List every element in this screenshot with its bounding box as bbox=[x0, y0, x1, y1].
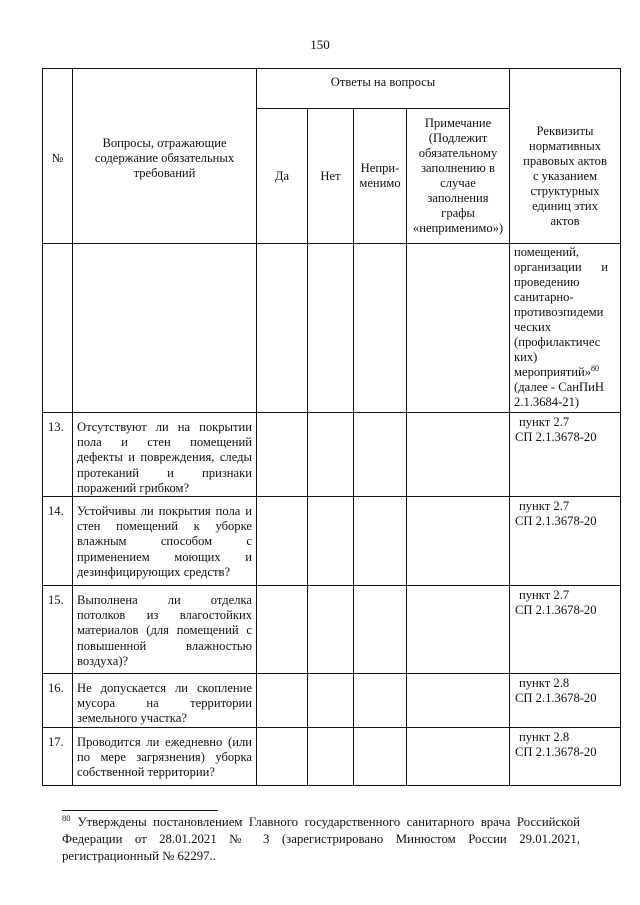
header-no: Нет bbox=[320, 168, 341, 183]
row-number-cell bbox=[43, 413, 73, 497]
question-cell bbox=[73, 413, 257, 497]
row-number-cell bbox=[43, 728, 73, 786]
question-line: дезинфицирующих средств? bbox=[77, 564, 231, 579]
note-cell bbox=[407, 674, 510, 728]
requisites-line: СП 2.1.3678-20 bbox=[515, 691, 597, 706]
requisites-line: СП 2.1.3678-20 bbox=[515, 514, 597, 529]
header-note-line: графы bbox=[441, 206, 475, 220]
answer-no-cell bbox=[308, 244, 354, 413]
question-cell bbox=[73, 497, 257, 586]
requisites-cell bbox=[510, 728, 621, 786]
row-number-cell bbox=[43, 674, 73, 728]
footnote-line bbox=[62, 814, 580, 831]
row-number: 17. bbox=[48, 735, 64, 750]
header-requisites-line: структурных bbox=[530, 183, 600, 198]
header-requisites-line: с указанием bbox=[532, 168, 598, 183]
question-line: мусора на территории bbox=[77, 696, 252, 711]
header-note-line: обязательному bbox=[418, 146, 498, 160]
table-row bbox=[43, 728, 621, 786]
requisites-line: помещений, bbox=[514, 245, 580, 259]
answer-no-cell bbox=[308, 497, 354, 586]
requisites-cell bbox=[510, 497, 621, 586]
requisites-line: ческих bbox=[514, 320, 551, 334]
question-line: Проводится ли ежедневно (или bbox=[77, 735, 252, 750]
requisites-cell bbox=[510, 244, 621, 413]
note-cell bbox=[407, 728, 510, 786]
requisites-line: 2.1.3684-21) bbox=[514, 395, 580, 409]
requisites-line: организации и bbox=[514, 260, 609, 274]
table-row bbox=[43, 413, 621, 497]
row-number-cell bbox=[43, 497, 73, 586]
answer-no-cell bbox=[308, 674, 354, 728]
header-answers-cell bbox=[257, 69, 510, 109]
requisites-line: пункт 2.7 bbox=[519, 588, 570, 603]
requisites-line: санитарно- bbox=[514, 290, 574, 304]
header-questions-line: требований bbox=[133, 166, 196, 180]
question-line: дефекты и повреждения, следы bbox=[77, 450, 252, 465]
header-questions-line: Вопросы, отражающие bbox=[102, 136, 227, 150]
header-answers: Ответы на вопросы bbox=[330, 75, 436, 89]
question-line: поражений грибком? bbox=[77, 480, 190, 495]
header-not-applicable-line: Непри- bbox=[360, 161, 400, 175]
requisites-cell bbox=[510, 586, 621, 674]
requisites-line-with-ref bbox=[514, 365, 608, 380]
question-line: протеканий и признаки bbox=[77, 465, 252, 480]
row-number-cell bbox=[43, 586, 73, 674]
question-line: Не допускается ли скопление bbox=[77, 681, 252, 696]
note-cell bbox=[407, 244, 510, 413]
row-number: 16. bbox=[48, 681, 64, 696]
question-line: материалов (для помещений с bbox=[77, 623, 252, 638]
row-number: 14. bbox=[48, 504, 64, 519]
answer-not-applicable-cell bbox=[354, 674, 407, 728]
header-number: № bbox=[51, 151, 64, 165]
footnote-line: регистрационный № 62297.. bbox=[62, 849, 216, 863]
note-cell bbox=[407, 497, 510, 586]
requisites-line: ких) bbox=[514, 350, 538, 364]
answer-yes-cell bbox=[257, 586, 308, 674]
footnote-line: Федерации от 28.01.2021 № 3 (зарегистрировано Минюстом России 29.01.2021, bbox=[62, 832, 580, 846]
header-note-line: случае bbox=[440, 176, 476, 190]
answer-no-cell bbox=[308, 586, 354, 674]
answer-not-applicable-cell bbox=[354, 586, 407, 674]
answer-not-applicable-cell bbox=[354, 497, 407, 586]
question-line: стен помещений к уборке bbox=[77, 519, 252, 534]
table-row-continued bbox=[43, 244, 621, 413]
requisites-line: мероприятий» bbox=[514, 365, 592, 379]
requisites-line: пункт 2.7 bbox=[519, 499, 570, 514]
answer-yes-cell bbox=[257, 674, 308, 728]
header-yes: Да bbox=[274, 168, 290, 183]
requisites-line: проведению bbox=[514, 275, 580, 289]
header-note-line: заполнения bbox=[427, 191, 489, 205]
question-line: Выполнена ли отделка bbox=[77, 593, 252, 608]
question-line: собственной территории? bbox=[77, 765, 215, 780]
row-number: 15. bbox=[48, 593, 64, 608]
question-cell bbox=[73, 674, 257, 728]
question-cell bbox=[73, 586, 257, 674]
requisites-cell bbox=[510, 413, 621, 497]
table-row bbox=[43, 497, 621, 586]
header-requisites-line: Реквизиты bbox=[536, 123, 594, 138]
header-requisites-cell bbox=[510, 69, 621, 244]
question-line: Отсутствуют ли на покрытии bbox=[77, 420, 252, 434]
question-line: пола и стен помещений bbox=[77, 435, 252, 450]
header-row-top bbox=[43, 69, 621, 109]
table-row bbox=[43, 674, 621, 728]
header-no-cell bbox=[308, 109, 354, 244]
requisites-line: (далее - СанПиН bbox=[514, 380, 604, 394]
requirements-table bbox=[42, 68, 621, 786]
requisites-line: СП 2.1.3678-20 bbox=[515, 430, 597, 445]
answer-yes-cell bbox=[257, 497, 308, 586]
footnote-text: Утверждены постановлением Главного государственного санитарного врача Российской bbox=[77, 815, 580, 829]
header-note-line: Примечание bbox=[424, 116, 492, 130]
header-number-cell bbox=[43, 69, 73, 244]
requisites-line: пункт 2.7 bbox=[519, 415, 570, 429]
row-number: 13. bbox=[48, 420, 64, 434]
row-number-cell bbox=[43, 244, 73, 413]
requisites-line: СП 2.1.3678-20 bbox=[515, 745, 597, 760]
answer-not-applicable-cell bbox=[354, 413, 407, 497]
answer-no-cell bbox=[308, 728, 354, 786]
header-note-line: «неприменимо») bbox=[412, 221, 504, 235]
question-line: воздуха)? bbox=[77, 653, 129, 668]
header-requisites-line: единиц этих bbox=[532, 198, 598, 213]
answer-yes-cell bbox=[257, 244, 308, 413]
header-requisites-line: нормативных bbox=[529, 138, 601, 153]
note-cell bbox=[407, 413, 510, 497]
requisites-line: противоэпидеми bbox=[514, 305, 604, 319]
footnote-divider bbox=[62, 810, 218, 811]
requisites-cell bbox=[510, 674, 621, 728]
page-number: 150 bbox=[310, 37, 330, 52]
question-line: потолков из влагостойких bbox=[77, 608, 252, 623]
question-line: земельного участка? bbox=[77, 711, 187, 726]
header-note-line: заполнению в bbox=[421, 161, 495, 175]
header-requisites-line: актов bbox=[550, 213, 580, 228]
answer-yes-cell bbox=[257, 728, 308, 786]
header-not-applicable-cell bbox=[354, 109, 407, 244]
question-cell bbox=[73, 244, 257, 413]
requisites-line: пункт 2.8 bbox=[519, 730, 570, 745]
question-cell bbox=[73, 728, 257, 786]
question-line: влажным способом с bbox=[77, 534, 252, 549]
requisites-line: СП 2.1.3678-20 bbox=[515, 603, 597, 618]
header-yes-cell bbox=[257, 109, 308, 244]
header-questions-line: содержание обязательных bbox=[94, 151, 235, 165]
header-note-cell bbox=[407, 109, 510, 244]
question-line: по мере загрязнения) уборка bbox=[77, 750, 252, 765]
table-row bbox=[43, 586, 621, 674]
question-line: применением моющих и bbox=[77, 549, 252, 564]
answer-not-applicable-cell bbox=[354, 728, 407, 786]
question-line: повышенной влажностью bbox=[77, 638, 252, 653]
header-requisites-line: правовых актов bbox=[523, 153, 607, 168]
question-line: Устойчивы ли покрытия пола и bbox=[77, 504, 252, 519]
header-not-applicable-line: менимо bbox=[359, 176, 401, 190]
header-note-line: (Подлежит bbox=[428, 131, 488, 145]
footnote-marker: 80 bbox=[62, 812, 71, 823]
requisites-line: (профилактичес bbox=[514, 335, 601, 349]
header-questions-cell bbox=[73, 69, 257, 244]
answer-no-cell bbox=[308, 413, 354, 497]
footnote-reference: 80 bbox=[591, 363, 600, 373]
answer-yes-cell bbox=[257, 413, 308, 497]
footnote bbox=[62, 814, 580, 865]
answer-not-applicable-cell bbox=[354, 244, 407, 413]
requisites-line: пункт 2.8 bbox=[519, 676, 570, 691]
note-cell bbox=[407, 586, 510, 674]
